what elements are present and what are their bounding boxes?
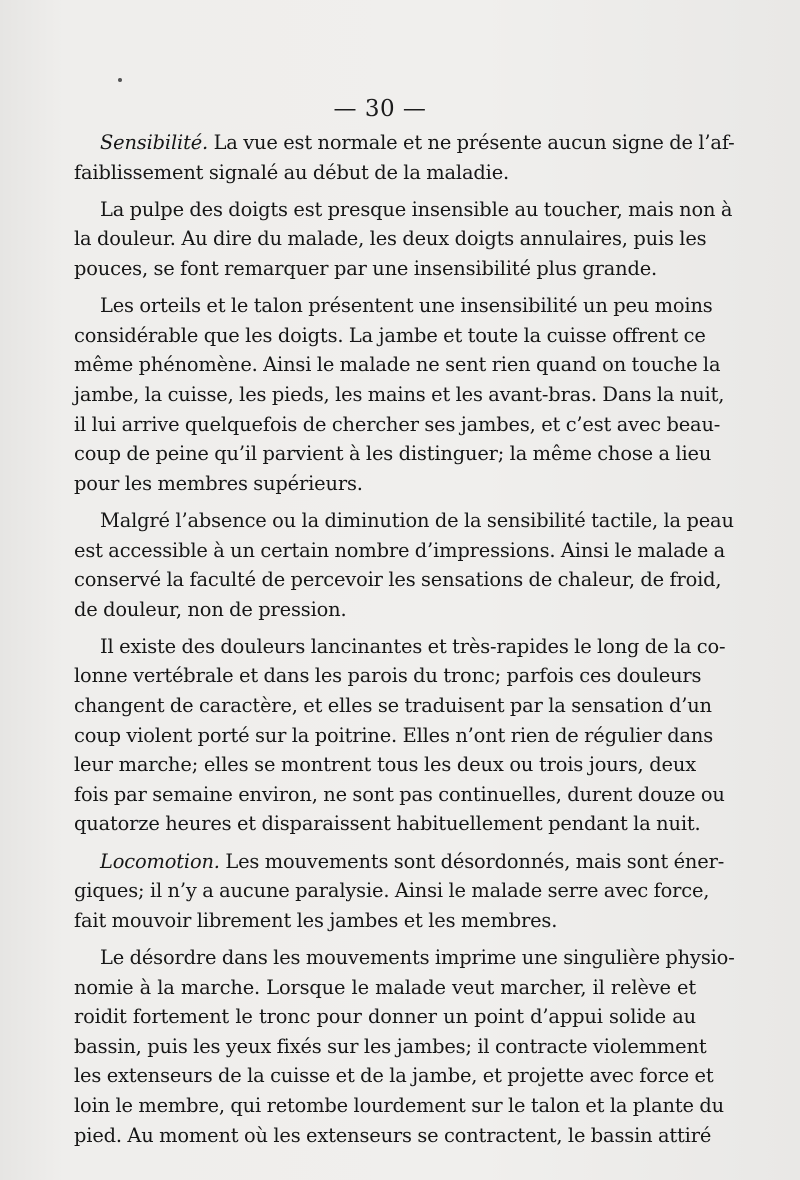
text-line xyxy=(74,780,725,810)
line-text: nomie à la marche. Lorsque le malade veut marcher, il relève et xyxy=(74,975,696,999)
text-line xyxy=(74,1032,707,1062)
line-text: leur marche; elles se montrent tous les deux ou trois jours, deux xyxy=(74,753,696,777)
line-text: jambe, la cuisse, les pieds, les mains et les avant-bras. Dans la nuit, xyxy=(74,382,725,406)
text-line xyxy=(74,291,713,321)
text-line xyxy=(74,750,696,780)
text-line xyxy=(74,506,734,536)
text-line xyxy=(74,1002,696,1032)
line-text: faiblissement signalé au début de la maladie. xyxy=(74,160,510,184)
line-text: loin le membre, qui retombe lourdement sur le talon et la plante du xyxy=(74,1093,724,1117)
line-text: conservé la faculté de percevoir les sensations de chaleur, de froid, xyxy=(74,568,722,592)
text-line xyxy=(74,469,696,499)
text-line xyxy=(74,439,712,469)
line-text: Le désordre dans les mouvements imprime une singulière physio- xyxy=(100,946,735,969)
line-text: coup violent porté sur la poitrine. Elles n’ont rien de régulier dans xyxy=(74,723,714,747)
line-text: pour les membres supérieurs. xyxy=(74,471,363,495)
line-text: pouces, se font remarquer par une insensibilité plus grande. xyxy=(74,256,658,280)
line-text: il lui arrive quelquefois de chercher ses jambes, et c’est avec beau- xyxy=(74,412,721,436)
line-text: de douleur, non de pression. xyxy=(74,597,347,621)
text-line xyxy=(74,1061,714,1091)
line-text: même phénomène. Ainsi le malade ne sent rien quand on touche la xyxy=(74,353,721,377)
line-text: la douleur. Au dire du malade, les deux doigts annulaires, puis les xyxy=(74,227,707,251)
line-text: est accessible à un certain nombre d’impressions. Ainsi le malade a xyxy=(74,538,726,562)
section-heading: Locomotion. xyxy=(100,849,220,873)
text-line xyxy=(74,195,733,225)
paragraph xyxy=(74,128,735,187)
line-text: quatorze heures et disparaissent habituellement pendant la nuit. xyxy=(74,812,701,836)
text-line xyxy=(74,128,735,158)
line-text: considérable que les doigts. La jambe et toute la cuisse offrent ce xyxy=(74,323,706,347)
text-line xyxy=(74,973,696,1003)
page-number: — 30 — xyxy=(333,96,427,122)
text-line xyxy=(74,595,696,625)
text-line xyxy=(74,661,702,691)
paragraph xyxy=(74,195,733,284)
line-text: fait mouvoir librement les jambes et les membres. xyxy=(74,908,558,932)
text-line xyxy=(74,254,696,284)
line-text: giques; il n’y a aucune paralysie. Ainsi le malade serre avec force, xyxy=(74,879,710,903)
line-text: Il existe des douleurs lancinantes et très-rapides le long de la co- xyxy=(100,634,726,658)
line-text: coup de peine qu’il parvient à les distinguer; la même chose a lieu xyxy=(74,442,712,466)
line-text: Les mouvements sont désordonnés, mais sont éner- xyxy=(219,849,725,873)
text-line xyxy=(74,691,712,721)
text-line xyxy=(74,565,722,595)
text-line xyxy=(74,632,726,662)
paragraph xyxy=(74,847,725,936)
paragraph xyxy=(74,943,735,1150)
line-text: bassin, puis les yeux fixés sur les jambes; il contracte violemment xyxy=(74,1034,707,1058)
text-line xyxy=(74,943,735,973)
text-line xyxy=(74,847,725,877)
text-line xyxy=(74,906,696,936)
line-text: Les orteils et le talon présentent une insensibilité un peu moins xyxy=(100,294,713,318)
text-line xyxy=(74,1121,712,1151)
text-line xyxy=(74,1091,724,1121)
paragraph xyxy=(74,632,726,839)
text-line xyxy=(74,809,701,839)
line-text: fois par semaine environ, ne sont pas continuelles, durent douze ou xyxy=(74,782,725,806)
text-line xyxy=(74,876,710,906)
paragraph xyxy=(74,291,725,498)
text-line xyxy=(74,410,721,440)
text-line xyxy=(74,721,714,751)
ink-speck xyxy=(118,78,122,82)
line-text: changent de caractère, et elles se traduisent par la sensation d’un xyxy=(74,694,712,718)
line-text: les extenseurs de la cuisse et de la jambe, et projette avec force et xyxy=(74,1064,714,1088)
line-text: La pulpe des doigts est presque insensible au toucher, mais non à xyxy=(100,197,733,221)
body-text xyxy=(74,128,735,1158)
line-text: roidit fortement le tronc pour donner un point d’appui solide au xyxy=(74,1005,696,1029)
text-line xyxy=(74,321,706,351)
text-line xyxy=(74,158,696,188)
text-line xyxy=(74,380,725,410)
text-line xyxy=(74,350,721,380)
section-heading: Sensibilité. xyxy=(100,131,209,154)
paragraph xyxy=(74,506,734,624)
text-line xyxy=(74,536,726,566)
line-text: Malgré l’absence ou la diminution de la sensibilité tactile, la peau xyxy=(100,508,734,532)
line-text: pied. Au moment où les extenseurs se contractent, le bassin attiré xyxy=(74,1123,712,1147)
line-text: La vue est normale et ne présente aucun signe de l’af- xyxy=(208,131,735,154)
line-text: lonne vertébrale et dans les parois du tronc; parfois ces douleurs xyxy=(74,664,702,688)
text-line xyxy=(74,224,707,254)
